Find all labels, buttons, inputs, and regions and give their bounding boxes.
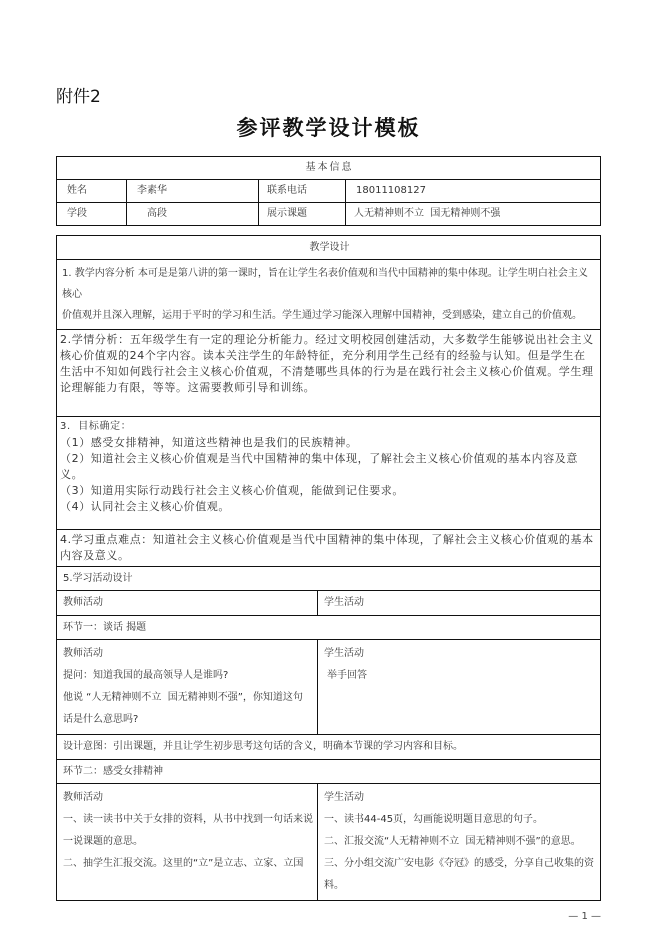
content-analysis-cell [57,260,601,330]
topic-value: 人无精神则不立 国无精神则不强 [346,203,601,226]
stage2-teacher-cell [57,784,318,901]
activity-design-heading: 5.学习活动设计 [57,567,601,591]
stage1-student-label: 学生活动 [324,648,364,659]
name-value: 李素华 [127,180,259,203]
teaching-design-table [56,235,601,901]
table-row [57,591,601,616]
student-activity-header: 学生活动 [318,591,601,616]
table-row [57,640,601,735]
objectives-cell [57,417,601,530]
key-points-cell [57,530,601,567]
phone-value: 18011108127 [346,180,601,203]
stage2-teacher-line: 二、抽学生汇报交流。这里的“立”是立志、立家、立国 [63,858,304,869]
stage-label: 学段 [57,203,127,226]
stage1-teacher-cell [57,640,318,735]
stage2-teacher-label: 教师活动 [63,792,103,803]
table-row [57,203,601,226]
content-analysis-line: 价值观并且深入理解，运用于平时的学习和生活。学生通过学习能深入理解中国精神，受到感染，建立自己的价值观。 [62,310,582,321]
table-row [57,784,601,901]
stage1-teacher-line: 提问：知道我国的最高领导人是谁吗? [63,670,229,681]
learner-analysis-text: 2.学情分析：五年级学生有一定的理论分析能力。经过文明校园创建活动，大多数学生能够说出社会主义核心价值观的24个字内容。读本关注学生的年龄特征，充分利用学生己经有的经验与认知。但是学生在生活中不知如何践行社会主义核心价值观，不清楚哪些具体的行为是在践行社会主义核心价值观。学生理论理解能力有限，等等。这需要教师引导和训练。 [60,333,594,394]
stage2-student-line: 三、分小组交流广安电影《夺冠》的感受，分享自己收集的资料。 [324,858,594,891]
stage1-teacher-line: 他说 “人无精神则不立 国无精神则不强”，你知道这句 [63,692,303,703]
teacher-activity-header: 教师活动 [57,591,318,616]
stage1-student-cell [318,640,601,735]
stage2-teacher-line: 一、读一读书中关于女排的资料，从书中找到一句话来说 [63,814,313,825]
objectives-heading: 3. 目标确定： [60,421,132,432]
stage2-title: 环节二：感受女排精神 [57,760,601,784]
page-number: — 1 — [568,911,601,922]
key-points-text: 4.学习重点难点：知道社会主义核心价值观是当代中国精神的集中体现，了解社会主义核心价值观的基本内容及意义。 [60,533,594,562]
attachment-label: 附件2 [56,87,101,107]
stage1-intent: 设计意图：引出课题，并且让学生初步思考这句话的含义，明确本节课的学习内容和目标。 [57,735,601,760]
stage1-student-line: 举手回答 [327,670,367,681]
stage2-student-cell [318,784,601,901]
stage2-student-line: 一、读书44-45页，勾画能说明题目意思的句子。 [324,814,544,825]
stage-value: 高段 [127,203,259,226]
learner-analysis-cell [57,330,601,417]
objective-item: （4）认同社会主义核心价值观。 [60,500,230,513]
stage1-title: 环节一：谈话 揭题 [57,616,601,640]
stage2-student-label: 学生活动 [324,792,364,803]
basic-info-table [56,156,601,226]
design-heading: 教学设计 [57,236,601,260]
basic-info-heading: 基本信息 [57,157,601,180]
topic-label: 展示课题 [259,203,346,226]
table-row [57,180,601,203]
stage2-teacher-line: 一说课题的意思。 [63,836,143,847]
phone-label: 联系电话 [259,180,346,203]
stage1-teacher-label: 教师活动 [63,648,103,659]
name-label: 姓名 [57,180,127,203]
stage2-student-line: 二、汇报交流“人无精神则不立 国无精神则不强”的意思。 [324,836,581,847]
content-analysis-line: 1. 教学内容分析 本可是是第八讲的第一课时，旨在让学生名表价值观和当代中国精神的集中体现。让学生明白社会主义核心 [62,268,588,300]
objective-item: （3）知道用实际行动践行社会主义核心价值观，能做到记住要求。 [60,484,404,497]
objective-item: （2）知道社会主义核心价值观是当代中国精神的集中体现，了解社会主义核心价值观的基本内容及意义。 [60,452,578,481]
document-title: 参评教学设计模板 [236,115,421,140]
objective-item: （1）感受女排精神，知道这些精神也是我们的民族精神。 [60,436,358,449]
stage1-teacher-line: 话是什么意思吗? [63,714,139,725]
